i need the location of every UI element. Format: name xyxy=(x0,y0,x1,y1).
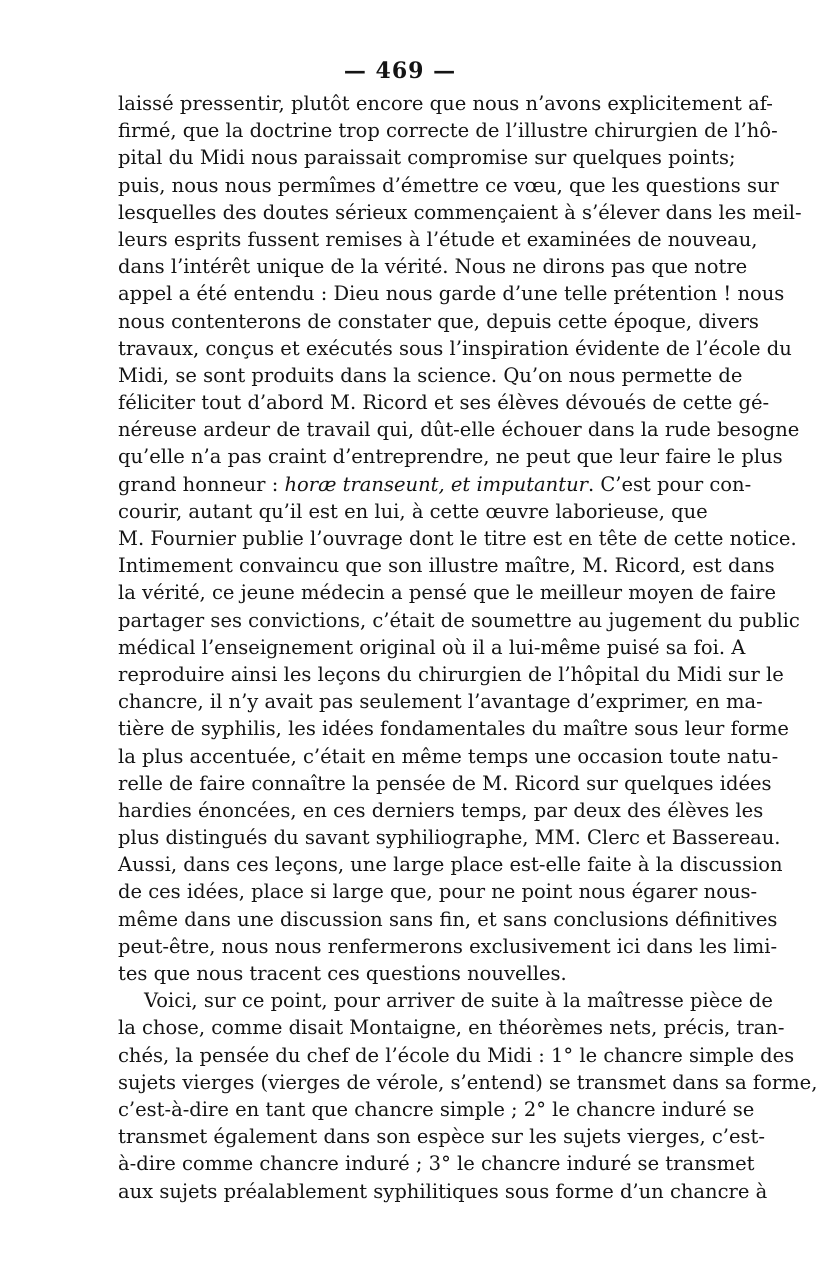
text-line: appel a été entendu : Dieu nous garde d’une telle prétention ! nous xyxy=(118,282,785,306)
text-line: travaux, conçus et exécutés sous l’inspiration évidente de l’école du xyxy=(118,336,792,360)
text-line: relle de faire connaître la pensée de M. Ricord sur quelques idées xyxy=(118,771,772,795)
paragraph-last-line: tes que nous tracent ces questions nouvelles. xyxy=(118,962,567,985)
text-line: chancre, il n’y avait pas seulement l’avantage d’exprimer, en ma- xyxy=(118,690,763,714)
paragraph-first-line: Voici, sur ce point, pour arriver de suite à la maîtresse pièce de xyxy=(144,989,773,1013)
page-number: — 469 — xyxy=(343,58,457,84)
text-line: la plus accentuée, c’était en même temps une occasion toute natu- xyxy=(118,744,779,768)
body-text xyxy=(118,90,817,1205)
text-line: nous contenterons de constater que, depuis cette époque, divers xyxy=(118,309,759,333)
text-line: reproduire ainsi les leçons du chirurgien de l’hôpital du Midi sur le xyxy=(118,662,784,686)
text-line: sujets vierges (vierges de vérole, s’entend) se transmet dans sa forme, xyxy=(118,1070,817,1094)
text-line: chés, la pensée du chef de l’école du Midi : 1° le chancre simple des xyxy=(118,1043,795,1067)
text-line: Midi, se sont produits dans la science. Qu’on nous permette de xyxy=(118,363,743,387)
text-line: dans l’intérêt unique de la vérité. Nous ne dirons pas que notre xyxy=(118,255,748,279)
text-line: de ces idées, place si large que, pour ne point nous égarer nous- xyxy=(118,880,758,904)
text-line: partager ses convictions, c’était de soumettre au jugement du public xyxy=(118,608,800,632)
text-segment: . C’est pour con- xyxy=(587,472,752,496)
text-line: firmé, que la doctrine trop correcte de l’illustre chirurgien de l’hô- xyxy=(118,119,778,143)
text-line: hardies énoncées, en ces derniers temps, par deux des élèves les xyxy=(118,798,764,822)
text-line: médical l’enseignement original où il a lui-même puisé sa foi. A xyxy=(118,635,746,659)
text-line: c’est-à-dire en tant que chancre simple ; 2° le chancre induré se xyxy=(118,1097,755,1121)
text-line: qu’elle n’a pas craint d’entreprendre, ne peut que leur faire le plus xyxy=(118,445,783,469)
text-line: néreuse ardeur de travail qui, dût-elle échouer dans la rude besogne xyxy=(118,418,800,442)
text-line: Aussi, dans ces leçons, une large place est-elle faite à la discussion xyxy=(118,853,783,877)
text-line: M. Fournier publie l’ouvrage dont le titre est en tête de cette notice. xyxy=(118,527,797,550)
text-line: lesquelles des doutes sérieux commençaient à s’élever dans les meil- xyxy=(118,200,802,224)
text-line: leurs esprits fussent remises à l’étude et examinées de nouveau, xyxy=(118,227,758,251)
text-line: puis, nous nous permîmes d’émettre ce vœu, que les questions sur xyxy=(118,173,779,197)
latin-quote: horæ transeunt, et imputantur xyxy=(284,472,588,496)
text-line: pital du Midi nous paraissait compromise sur quelques points; xyxy=(118,146,736,170)
text-line: courir, autant qu’il est en lui, à cette œuvre laborieuse, que xyxy=(118,499,708,523)
text-line: féliciter tout d’abord M. Ricord et ses élèves dévoués de cette gé- xyxy=(118,391,770,415)
text-line: la vérité, ce jeune médecin a pensé que le meilleur moyen de faire xyxy=(118,581,776,605)
text-line: transmet également dans son espèce sur les sujets vierges, c’est- xyxy=(118,1125,765,1149)
text-line: plus distingués du savant syphiliographe, MM. Clerc et Bassereau. xyxy=(118,826,781,850)
text-line: laissé pressentir, plutôt encore que nous n’avons explicitement af- xyxy=(118,92,773,115)
text-line: peut-être, nous nous renfermerons exclusivement ici dans les limi- xyxy=(118,934,778,958)
text-line: aux sujets préalablement syphilitiques sous forme d’un chancre à xyxy=(118,1179,768,1203)
text-line: la chose, comme disait Montaigne, en théorèmes nets, précis, tran- xyxy=(118,1016,785,1040)
text-line: tière de syphilis, les idées fondamentales du maître sous leur forme xyxy=(118,717,789,741)
text-line: Intimement convaincu que son illustre maître, M. Ricord, est dans xyxy=(118,554,775,578)
text-line-with-italic xyxy=(118,471,752,498)
text-line: à-dire comme chancre induré ; 3° le chancre induré se transmet xyxy=(118,1152,755,1176)
text-line: même dans une discussion sans fin, et sans conclusions définitives xyxy=(118,907,778,931)
text-segment: grand honneur : xyxy=(118,472,285,496)
